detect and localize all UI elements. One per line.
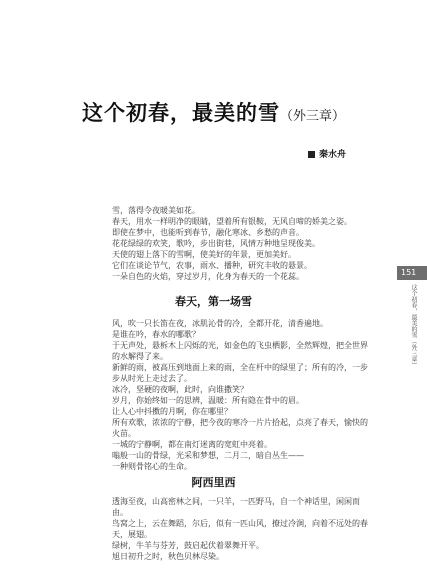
- section2-body: [112, 496, 374, 562]
- intro-block: [112, 205, 374, 282]
- title-sub: （外三章）: [279, 109, 345, 124]
- page-number-tab: 151: [397, 266, 427, 280]
- intro-line: 春天，用水一样明净的眼睛，望着所有银鞍，无风自啼的娇美之姿。: [112, 217, 352, 226]
- section-heading-2: 阿西里西: [191, 476, 236, 489]
- verse-line: 鸟窝之上，云在舞蹈，尔后，似有一匹山风，撩过冷涧，向着不远处的春天，展翅。: [112, 519, 368, 539]
- section1-body: [112, 318, 374, 472]
- verse-line: 一种则骨铭心的生命。: [112, 462, 192, 471]
- verse-line: 让人心中抖擞的月啊，你在哪里？: [112, 407, 232, 416]
- verse-line: 新鲜的雨，被高压到地面上来的雨，全在杆中的绿里了；所有的冷，一步步从时光上走过去了。: [112, 363, 368, 383]
- section-heading-1: 春天，第一场雪: [175, 295, 252, 308]
- verse-line: 透海至夜，山高密林之间，一只羊，一匹野马，自一个神话里，闲闲而由。: [112, 497, 360, 517]
- verse-line: 一城的宁静啊，都在南灯迷离的宽虹中亮着。: [112, 440, 272, 449]
- intro-line: 一朵自色的火焰，穿过岁月，化身为春天的一个花蕊。: [112, 272, 304, 281]
- title-main: 这个初春，最美的雪: [81, 101, 280, 125]
- square-bullet-icon: [308, 151, 315, 158]
- intro-line: 雪，落得令夜暖美如花。: [112, 206, 200, 215]
- poem-title: [0, 97, 427, 127]
- verse-line: 风，吹一只长笛在夜，冰肌沁骨的冷，全都开花，清香遍地。: [112, 319, 328, 328]
- author-line: [308, 147, 346, 160]
- verse-line: 旭日初升之时，秋色贝林尽染。: [112, 552, 224, 561]
- verse-line: 是谁在吟，春水的哪歌？: [112, 330, 200, 339]
- intro-line: 它们在谈论节气，农事，雨水、播种，研究丰收的悬景。: [112, 261, 312, 270]
- verse-line: 冰冷，坚硬的夜啊，此时，向谁撒笑？: [112, 385, 248, 394]
- intro-line: 即使在梦中，也能听到春节，融化寒冰、乡愁的声音。: [112, 228, 304, 237]
- intro-line: 天使的翅上落下的雪啊，使美好的年景，更加美好。: [112, 250, 296, 259]
- verse-line: 于无声处，悬柝木上闪烁的光，如金色的飞虫栖影，全然辉煌，把全世界的水解得了来。: [112, 341, 368, 361]
- author-name: 秦水舟: [319, 150, 347, 160]
- verse-line: 岁月，你始终如一的思辨，温暖：所有隐在骨中的眉。: [112, 396, 304, 405]
- verse-line: 绿树，牛羊与芬芳，鼓启起伏着翠舞开平。: [112, 541, 264, 550]
- intro-line: 花花绿绿的欢笑，歌吟，步出街巷，风情万种地呈现俊美。: [112, 239, 320, 248]
- running-header: 这个初春，最美的雪（外三章）: [410, 284, 417, 368]
- verse-line: 所有欢歌，浓浓的宁静，把今夜的寒冷一片片拾起，点亮了春天，愉快的火苗。: [112, 418, 368, 438]
- verse-line: 嗡般一山的骨绿，光采和梦想，二月二，暗自丛生——: [112, 451, 304, 460]
